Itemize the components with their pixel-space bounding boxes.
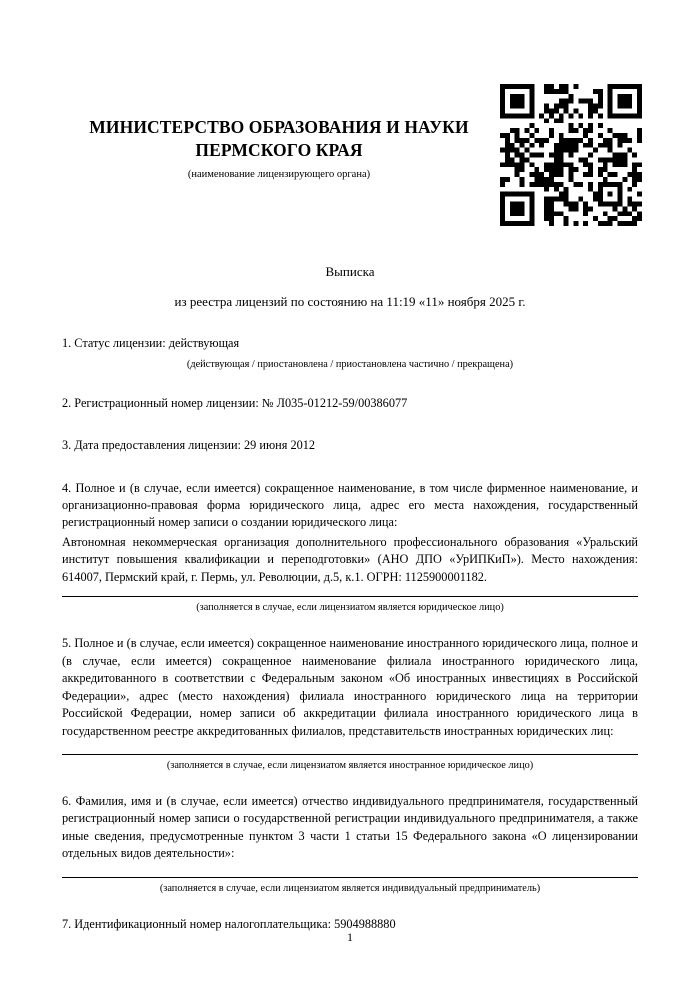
- item-5-foreign-entity-heading: 5. Полное и (в случае, если имеется) сокращенное наименование иностранного юридического лица, полное и (в случае, если имеется) сокращенное наименование филиала иностранного юридического лица, аккредитованного в соответствии с Федеральным законом «Об иностранных инвестициях в Российской Федерации», адрес (место нахождения) филиала иностранного юридического лица на территории Российской Федерации, номер записи об аккредитации филиала иностранного юридического лица в государственном реестре аккредитованных филиалов, представительств иностранных юридических лиц:: [62, 636, 638, 738]
- item-7-taxpayer-number: 7. Идентификационный номер налогоплательщика: 5904988880: [62, 916, 396, 931]
- item-5-note: (заполняется в случае, если лицензиатом является иностранное юридическое лицо): [166, 759, 534, 771]
- extract-title-line-1: Выписка: [325, 264, 375, 280]
- item-1-note: (действующая / приостановлена / приостановлена частично / прекращена): [186, 358, 514, 370]
- page-number: 1: [347, 930, 353, 944]
- ministry-line-1: МИНИСТЕРСТВО ОБРАЗОВАНИЯ И НАУКИ: [89, 117, 469, 137]
- page-title: [44, 0, 514, 162]
- licensing-body-note: (наименование лицензирующего органа): [187, 169, 371, 181]
- extract-title-line-2: из реестра лицензий по состоянию на 11:19 «11» ноября 2025 г.: [174, 294, 526, 310]
- item-1-status: 1. Статус лицензии: действующая: [62, 336, 240, 351]
- item-6-note: (заполняется в случае, если лицензиатом является индивидуальный предприниматель): [159, 882, 541, 894]
- item-3-issue-date: 3. Дата предоставления лицензии: 29 июня 2012: [62, 438, 316, 453]
- item-4-legal-entity-heading: 4. Полное и (в случае, если имеется) сокращенное наименование, в том числе фирменное наименование, и организационно-правовая форма юридического лица, адрес его места нахождения, государственный регистрационный номер записи о создании юридического лица:: [62, 480, 638, 530]
- item-4-legal-entity-value: Автономная некоммерческая организация дополнительного профессионального образования «Уральский институт повышения квалификации и переподготовки» (АНО ДПО «УрИПКиП»). Место нахождения: 614007, Пермский край, г. Пермь, ул. Революции, д.5, к.1. ОГРН: 1125900001182.: [62, 534, 638, 584]
- qr-code-icon: [500, 84, 642, 226]
- item-6-individual-entrepreneur-heading: 6. Фамилия, имя и (в случае, если имеется) отчество индивидуального предпринимателя, государственный регистрационный номер записи о государственной регистрации индивидуального предпринимателя, а также иные сведения, предусмотренные пунктом 3 части 1 статьи 15 Федерального закона «О лицензировании отдельных видов деятельности»:: [62, 793, 638, 861]
- item-4-divider: [62, 596, 638, 597]
- item-5-divider: [62, 754, 638, 755]
- item-2-registration-number: 2. Регистрационный номер лицензии: № Л035-01212-59/00386077: [62, 395, 408, 410]
- item-6-divider: [62, 877, 638, 878]
- ministry-line-2: ПЕРМСКОГО КРАЯ: [195, 140, 363, 161]
- item-4-note: (заполняется в случае, если лицензиатом является юридическое лицо): [196, 602, 504, 614]
- extract-title: [62, 264, 638, 310]
- qr-code-svg: [500, 84, 642, 226]
